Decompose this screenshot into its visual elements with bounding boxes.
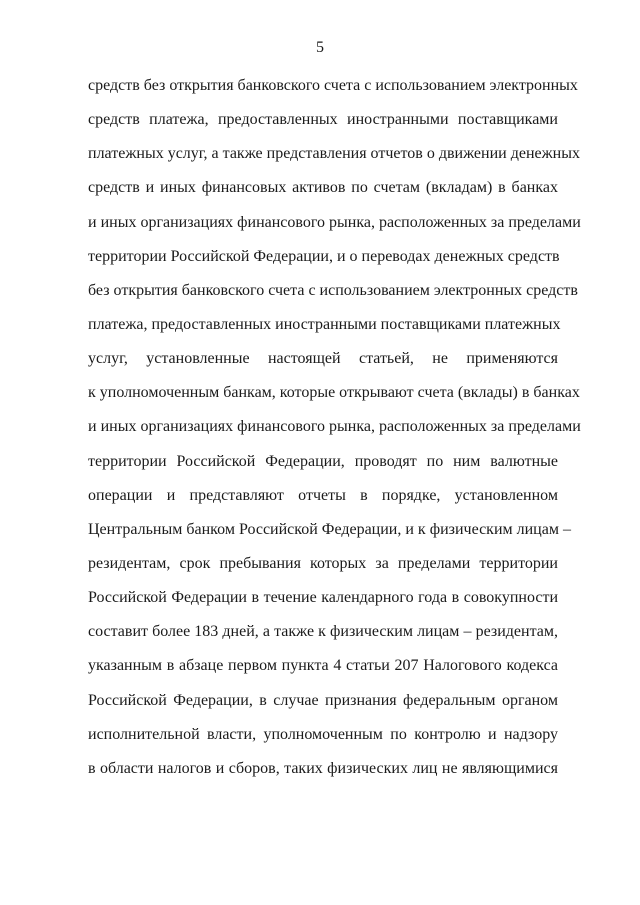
text-line-13: операции и представляют отчеты в порядке, установленном [88,486,558,504]
text-line-19: Российской Федерации, в случае признания федеральным органом [88,691,558,709]
text-line-11: и иных организациях финансового рынка, расположенных за пределами [88,418,581,436]
text-line-3: платежных услуг, а также представления отчетов о движении денежных [88,145,580,163]
text-line-12: территории Российской Федерации, проводят по ним валютные [88,452,558,470]
text-line-10: к уполномоченным банкам, которые открывают счета (вклады) в банках [88,384,580,402]
text-line-7: без открытия банковского счета с использованием электронных средств [88,281,578,299]
text-line-15: резидентам, срок пребывания которых за пределами территории [88,554,558,572]
text-line-16: Российской Федерации в течение календарного года в совокупности [88,589,558,607]
text-line-1: средств без открытия банковского счета с использованием электронных [88,77,578,94]
text-line-17: составит более 183 дней, а также к физическим лицам – резидентам, [88,623,558,641]
text-line-2: средств платежа, предоставленных иностранными поставщиками [88,111,558,129]
text-line-14: Центральным банком Российской Федерации, и к физическим лицам – [88,520,571,538]
text-line-9: услуг, установленные настоящей статьей, не применяются [88,350,558,368]
text-line-21: в области налогов и сборов, таких физических лиц не являющимися [88,759,558,777]
text-line-18: указанным в абзаце первом пункта 4 статьи 207 Налогового кодекса [88,657,558,675]
text-line-6: территории Российской Федерации, и о переводах денежных средств [88,247,560,265]
body-text [88,74,581,791]
text-line-4: средств и иных финансовых активов по счетам (вкладам) в банках [88,179,558,197]
text-line-8: платежа, предоставленных иностранными поставщиками платежных [88,315,561,333]
text-line-20: исполнительной власти, уполномоченным по контролю и надзору [88,725,558,743]
text-line-5: и иных организациях финансового рынка, расположенных за пределами [88,213,581,231]
page-number: 5 [316,39,324,56]
